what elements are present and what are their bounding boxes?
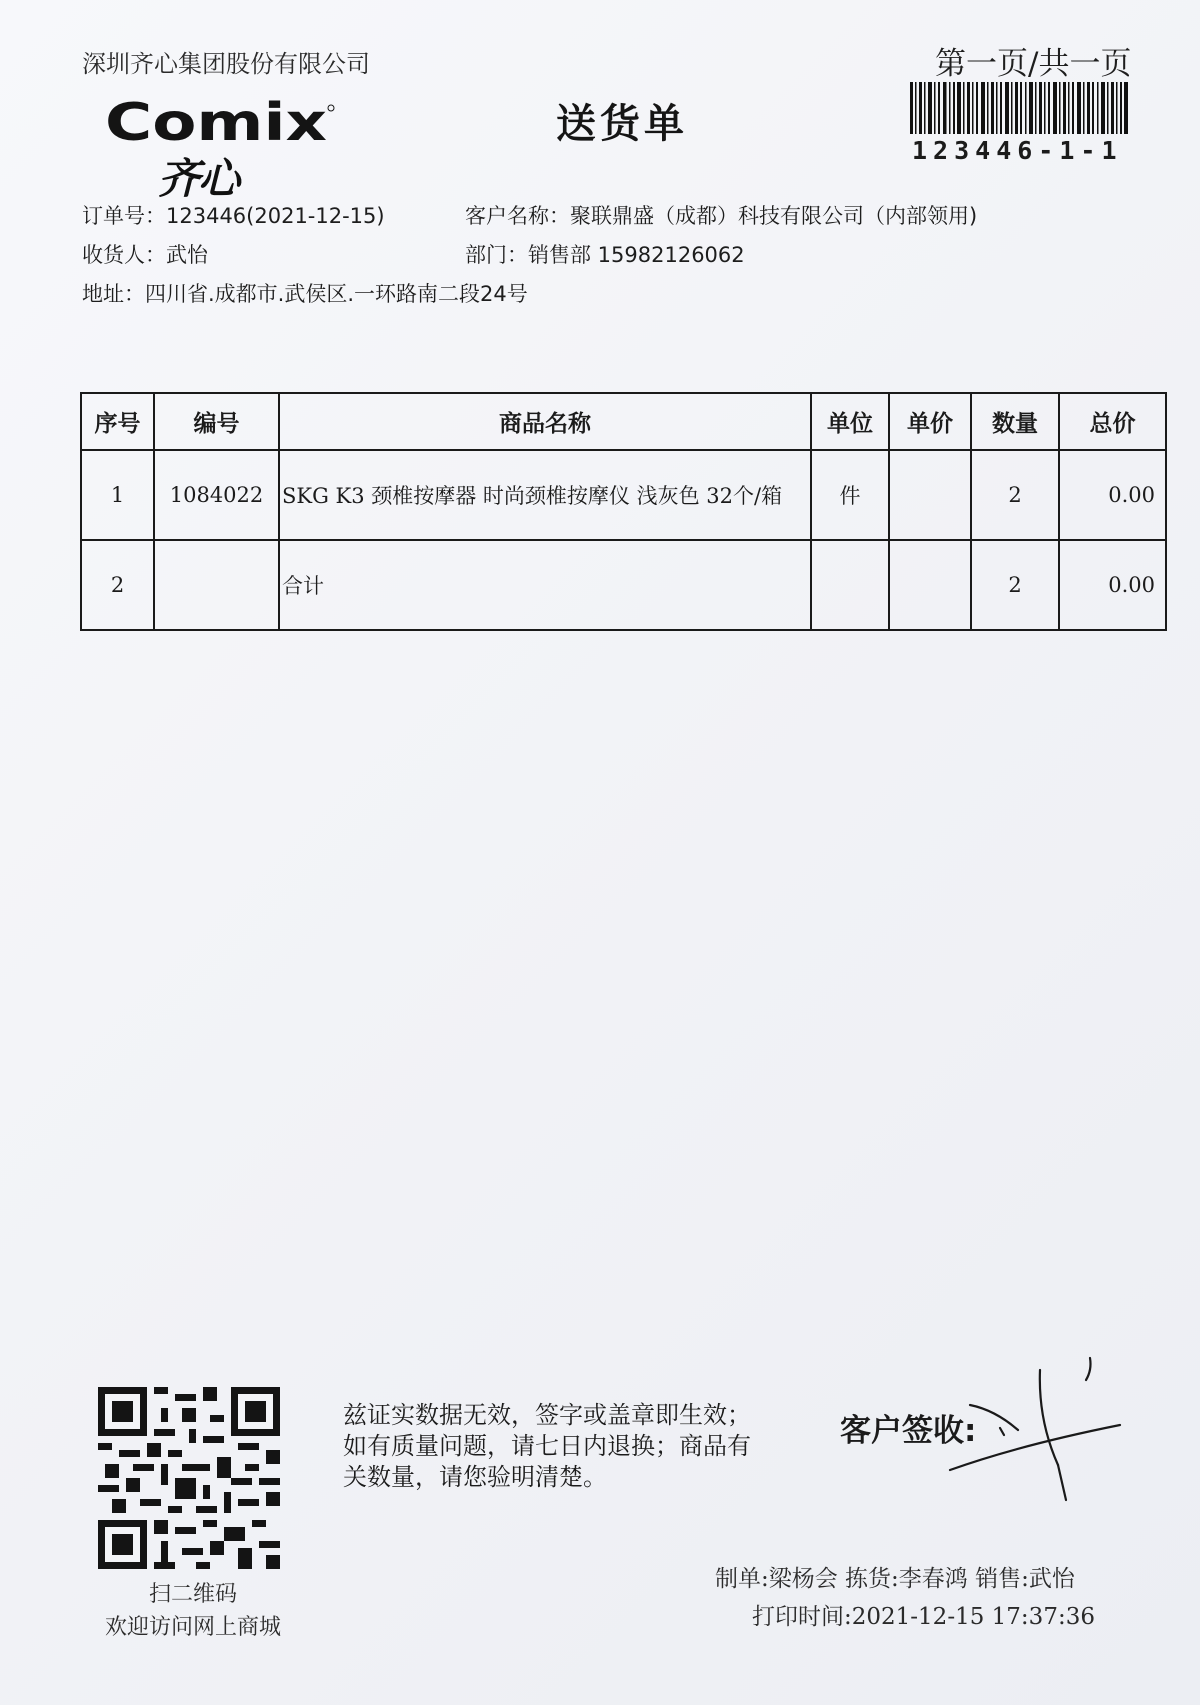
column-header-total: 总价 xyxy=(1059,393,1166,450)
receiver: 收货人：武怡 xyxy=(82,243,208,267)
document-title: 送货单 xyxy=(556,101,688,147)
cell-code: 1084022 xyxy=(154,450,279,540)
terms-notice: 兹证实数据无效，签字或盖章即生效；如有质量问题，请七日内退换；商品有关数量，请您验明清楚。 xyxy=(343,1401,751,1491)
cell-total: 0.00 xyxy=(1059,450,1166,540)
cell-quantity: 2 xyxy=(971,540,1059,630)
svg-text:Comix: Comix xyxy=(105,94,327,153)
cell-code xyxy=(154,540,279,630)
print-time: 打印时间:2021-12-15 17:37:36 xyxy=(752,1604,1095,1630)
table-row-summary xyxy=(81,540,1166,630)
cell-product-name: 合计 xyxy=(279,540,811,630)
cell-product-name: SKG K3 颈椎按摩器 时尚颈椎按摩仪 浅灰色 32个/箱 xyxy=(279,450,811,540)
column-header-seq: 序号 xyxy=(81,393,154,450)
cell-price xyxy=(889,540,971,630)
column-header-product-name: 商品名称 xyxy=(279,393,811,450)
company-name: 深圳齐心集团股份有限公司 xyxy=(82,50,370,78)
column-header-code: 编号 xyxy=(154,393,279,450)
table-row xyxy=(81,450,1166,540)
customer-name: 客户名称：聚联鼎盛（成都）科技有限公司（内部领用) xyxy=(465,204,978,228)
department: 部门：销售部 15982126062 xyxy=(465,243,745,267)
qr-caption-mall: 欢迎访问网上商城 xyxy=(104,1615,281,1640)
comix-logo-icon xyxy=(105,94,335,154)
column-header-quantity: 数量 xyxy=(971,393,1059,450)
items-table xyxy=(80,392,1167,631)
barcode-number: 123446-1-1 xyxy=(912,136,1123,165)
logo-chinese-name: 齐心 xyxy=(158,154,239,203)
table-header-row xyxy=(81,393,1166,450)
page-info: 第一页/共一页 xyxy=(935,46,1132,82)
cell-seq: 2 xyxy=(81,540,154,630)
qr-code-icon xyxy=(98,1387,280,1569)
column-header-price: 单价 xyxy=(889,393,971,450)
cell-seq: 1 xyxy=(81,450,154,540)
order-number: 订单号：123446(2021-12-15) xyxy=(82,204,385,228)
handwritten-signature xyxy=(940,1350,1140,1510)
staff-info: 制单:梁杨会 拣货:李春鸿 销售:武怡 xyxy=(715,1566,1075,1592)
cell-total: 0.00 xyxy=(1059,540,1166,630)
qr-caption-scan: 扫二维码 xyxy=(148,1582,237,1607)
cell-unit: 件 xyxy=(811,450,889,540)
cell-unit xyxy=(811,540,889,630)
cell-price xyxy=(889,450,971,540)
barcode-icon xyxy=(910,82,1128,134)
customer-signature-label: 客户签收: xyxy=(840,1413,977,1449)
column-header-unit: 单位 xyxy=(811,393,889,450)
cell-quantity: 2 xyxy=(971,450,1059,540)
address: 地址：四川省.成都市.武侯区.一环路南二段24号 xyxy=(82,282,528,306)
